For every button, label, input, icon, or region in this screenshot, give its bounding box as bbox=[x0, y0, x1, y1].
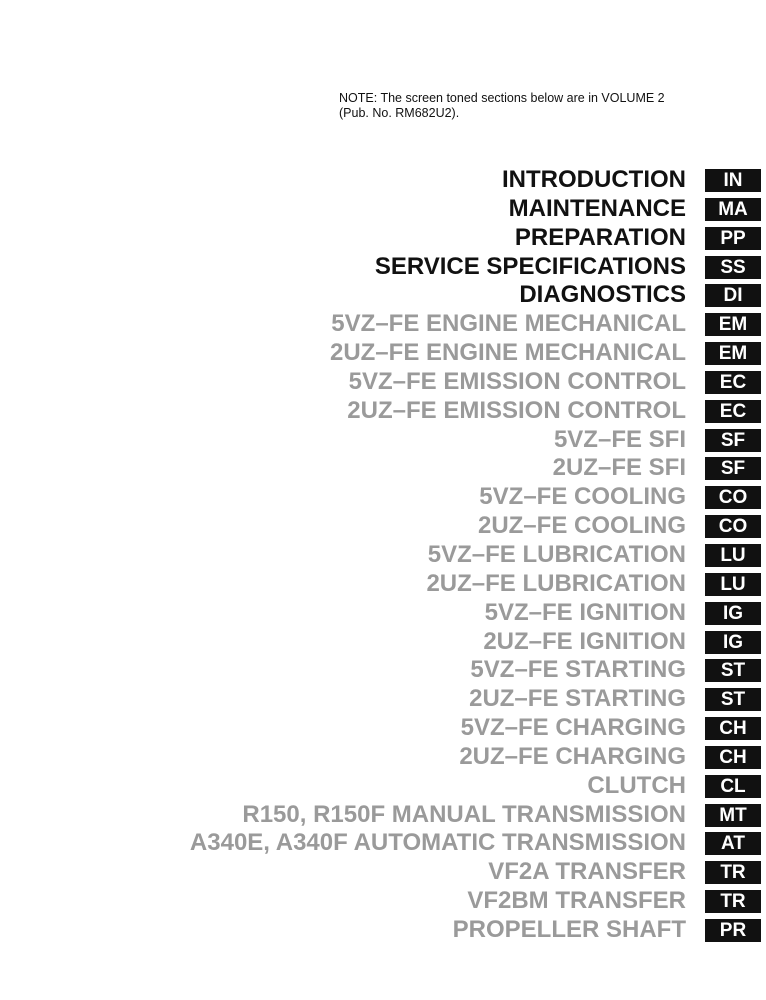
section-row[interactable] bbox=[0, 685, 766, 714]
section-row[interactable] bbox=[0, 310, 766, 339]
section-row[interactable] bbox=[0, 801, 766, 830]
section-index bbox=[0, 166, 766, 945]
section-tab[interactable]: LU bbox=[705, 544, 761, 567]
section-title[interactable]: 5VZ–FE EMISSION CONTROL bbox=[348, 367, 686, 395]
section-tab[interactable]: EC bbox=[705, 371, 761, 394]
section-title[interactable]: 5VZ–FE ENGINE MECHANICAL bbox=[331, 310, 686, 338]
section-row[interactable] bbox=[0, 166, 766, 195]
note-line-1: NOTE: The screen toned sections below are in VOLUME 2 bbox=[339, 91, 665, 105]
section-title[interactable]: 5VZ–FE IGNITION bbox=[484, 598, 686, 626]
section-tab[interactable]: IG bbox=[705, 602, 761, 625]
section-title[interactable]: A340E, A340F AUTOMATIC TRANSMISSION bbox=[189, 829, 686, 857]
note-line-2: (Pub. No. RM682U2). bbox=[339, 106, 460, 120]
section-tab[interactable]: MT bbox=[705, 804, 761, 827]
section-row[interactable] bbox=[0, 483, 766, 512]
section-title[interactable]: 5VZ–FE LUBRICATION bbox=[427, 540, 686, 568]
section-row[interactable] bbox=[0, 541, 766, 570]
section-tab[interactable]: MA bbox=[705, 198, 761, 221]
section-title[interactable]: 2UZ–FE LUBRICATION bbox=[426, 569, 686, 597]
section-title[interactable]: INTRODUCTION bbox=[502, 166, 686, 193]
section-tab[interactable]: EC bbox=[705, 400, 761, 423]
section-title[interactable]: 2UZ–FE EMISSION CONTROL bbox=[347, 396, 686, 424]
section-title[interactable]: SERVICE SPECIFICATIONS bbox=[374, 252, 686, 280]
section-tab[interactable]: DI bbox=[705, 284, 761, 307]
section-title[interactable]: 5VZ–FE STARTING bbox=[470, 656, 686, 684]
section-title[interactable]: R150, R150F MANUAL TRANSMISSION bbox=[242, 800, 686, 828]
section-row[interactable] bbox=[0, 426, 766, 455]
section-tab[interactable]: CL bbox=[705, 775, 761, 798]
section-tab[interactable]: LU bbox=[705, 573, 761, 596]
section-row[interactable] bbox=[0, 916, 766, 945]
section-title[interactable]: 5VZ–FE CHARGING bbox=[460, 714, 686, 742]
section-row[interactable] bbox=[0, 570, 766, 599]
section-title[interactable]: DIAGNOSTICS bbox=[519, 281, 686, 309]
section-tab[interactable]: TR bbox=[705, 861, 761, 884]
section-row[interactable] bbox=[0, 599, 766, 628]
section-row[interactable] bbox=[0, 368, 766, 397]
section-title[interactable]: 2UZ–FE COOLING bbox=[477, 512, 686, 540]
section-title[interactable]: 2UZ–FE SFI bbox=[552, 454, 686, 482]
section-row[interactable] bbox=[0, 829, 766, 858]
section-row[interactable] bbox=[0, 772, 766, 801]
volume-note bbox=[339, 91, 665, 121]
section-title[interactable]: 5VZ–FE SFI bbox=[553, 425, 686, 453]
section-tab[interactable]: SS bbox=[705, 256, 761, 279]
section-title[interactable]: VF2BM TRANSFER bbox=[467, 887, 686, 915]
section-row[interactable] bbox=[0, 743, 766, 772]
section-row[interactable] bbox=[0, 195, 766, 224]
section-row[interactable] bbox=[0, 858, 766, 887]
section-tab[interactable]: EM bbox=[705, 342, 761, 365]
section-tab[interactable]: ST bbox=[705, 659, 761, 682]
section-row[interactable] bbox=[0, 397, 766, 426]
section-title[interactable]: PREPARATION bbox=[514, 223, 686, 251]
section-tab[interactable]: TR bbox=[705, 890, 761, 913]
section-tab[interactable]: CO bbox=[705, 515, 761, 538]
section-title[interactable]: 2UZ–FE IGNITION bbox=[483, 627, 686, 655]
section-tab[interactable]: IN bbox=[705, 169, 761, 192]
section-title[interactable]: 2UZ–FE ENGINE MECHANICAL bbox=[329, 339, 686, 367]
section-row[interactable] bbox=[0, 656, 766, 685]
section-row[interactable] bbox=[0, 887, 766, 916]
section-row[interactable] bbox=[0, 339, 766, 368]
section-tab[interactable]: SF bbox=[705, 457, 761, 480]
section-tab[interactable]: EM bbox=[705, 313, 761, 336]
section-row[interactable] bbox=[0, 281, 766, 310]
section-tab[interactable]: CH bbox=[705, 717, 761, 740]
section-title[interactable]: 2UZ–FE CHARGING bbox=[459, 742, 686, 770]
section-tab[interactable]: ST bbox=[705, 688, 761, 711]
section-title[interactable]: 5VZ–FE COOLING bbox=[479, 483, 686, 511]
section-title[interactable]: CLUTCH bbox=[587, 771, 686, 799]
section-row[interactable] bbox=[0, 512, 766, 541]
section-tab[interactable]: AT bbox=[705, 832, 761, 855]
section-row[interactable] bbox=[0, 628, 766, 657]
section-tab[interactable]: SF bbox=[705, 429, 761, 452]
section-tab[interactable]: PR bbox=[705, 919, 761, 942]
section-tab[interactable]: PP bbox=[705, 227, 761, 250]
section-tab[interactable]: IG bbox=[705, 631, 761, 654]
section-row[interactable] bbox=[0, 224, 766, 253]
section-title[interactable]: PROPELLER SHAFT bbox=[452, 915, 686, 943]
section-tab[interactable]: CO bbox=[705, 486, 761, 509]
section-title[interactable]: MAINTENANCE bbox=[508, 194, 686, 222]
section-title[interactable]: VF2A TRANSFER bbox=[488, 858, 686, 886]
section-row[interactable] bbox=[0, 454, 766, 483]
section-tab[interactable]: CH bbox=[705, 746, 761, 769]
section-row[interactable] bbox=[0, 714, 766, 743]
section-row[interactable] bbox=[0, 253, 766, 282]
section-title[interactable]: 2UZ–FE STARTING bbox=[469, 685, 686, 713]
